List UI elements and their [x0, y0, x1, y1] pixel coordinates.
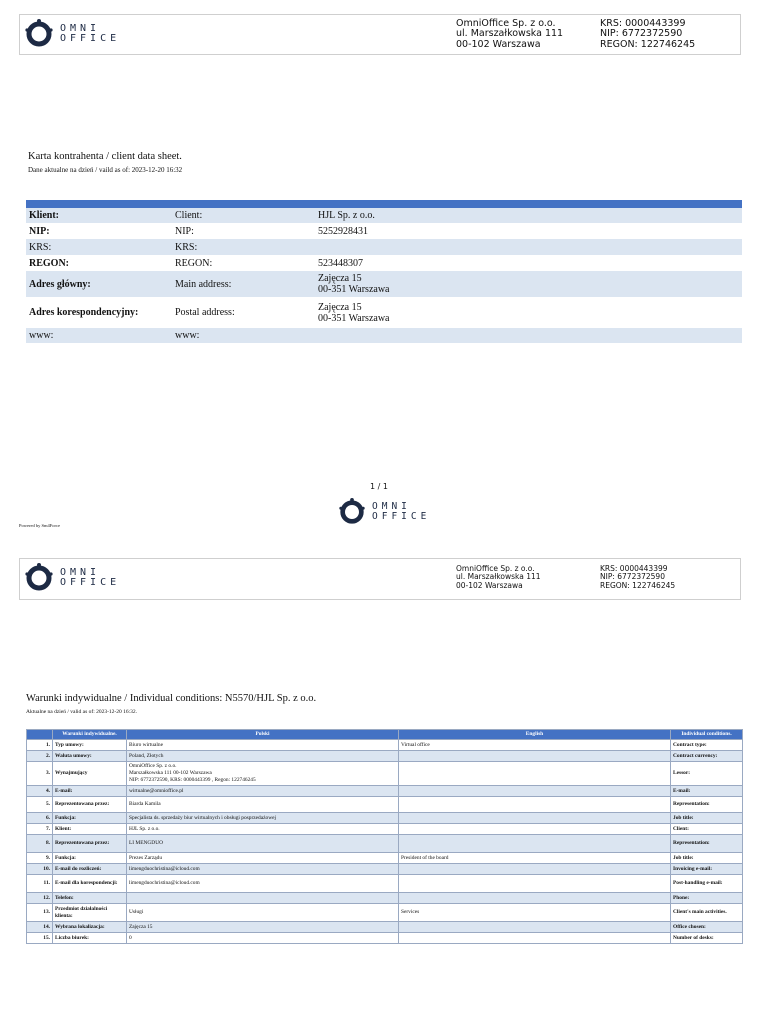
company-city: 00-102 Warszawa — [456, 580, 523, 590]
condition-value-line: wirtualne@omnioffice.pl — [129, 787, 184, 794]
company-name: OmniOffice Sp. z o.o. — [456, 564, 535, 573]
condition-value-pl — [127, 762, 399, 786]
www-label-en: www: — [172, 328, 315, 343]
condition-label-en: Number of desks: — [671, 933, 743, 944]
client-row — [26, 328, 742, 343]
condition-value-pl — [127, 875, 399, 893]
client-row — [26, 297, 742, 328]
logo-line-1: OMNI — [60, 566, 101, 578]
condition-label-pl: Typ umowy: — [53, 740, 127, 751]
condition-value-pl — [127, 786, 399, 797]
condition-row — [27, 853, 743, 864]
company-nip: NIP: 6772372590 — [600, 572, 665, 582]
condition-label-pl: Liczba biurek: — [53, 933, 127, 944]
condition-value-en — [399, 824, 671, 835]
condition-row — [27, 786, 743, 797]
condition-label-pl: E-mail: — [53, 786, 127, 797]
condition-label-pl: Wybrana lokalizacja: — [53, 922, 127, 933]
condition-number: 2. — [27, 751, 53, 762]
postal-address-label-en: Postal address: — [172, 297, 315, 328]
condition-number: 10. — [27, 864, 53, 875]
page2-subtitle: Aktualne na dzień / valid as of: 2023-12-20 16:32. — [26, 709, 138, 715]
company-regon: REGON: 122746245 — [600, 580, 676, 590]
condition-label-en: Office chosen: — [671, 922, 743, 933]
condition-number: 14. — [27, 922, 53, 933]
condition-value-pl — [127, 740, 399, 751]
condition-row — [27, 875, 743, 893]
krs-label-pl: KRS: — [26, 239, 172, 255]
krs-label-en: KRS: — [172, 239, 315, 255]
omni-office-logo — [24, 562, 120, 594]
client-row — [26, 271, 742, 297]
condition-row — [27, 893, 743, 904]
condition-row — [27, 797, 743, 813]
condition-label-pl: E-mail dla korespondencji: — [53, 875, 127, 893]
condition-label-en: E-mail: — [671, 786, 743, 797]
postal-address-city: 00-351 Warszawa — [318, 312, 390, 324]
condition-label-pl: Reprezentowana przez: — [53, 835, 127, 853]
condition-value-line: Biarda Kamila — [129, 801, 161, 808]
logo-line-2: OFFICE — [372, 511, 431, 522]
condition-label-pl: Reprezentowana przez: — [53, 797, 127, 813]
condition-label-en: Client's main activities. — [671, 904, 743, 922]
condition-label-en: Representation: — [671, 835, 743, 853]
company-name: OmniOffice Sp. z o.o. — [456, 18, 556, 29]
condition-label-en: Representation: — [671, 797, 743, 813]
company-krs: KRS: 0000443399 — [600, 18, 686, 29]
main-address-street: Zajęcza 15 — [318, 273, 362, 284]
nip-value: 5252928431 — [315, 223, 742, 239]
condition-row — [27, 864, 743, 875]
postal-address-street: Zajęcza 15 — [318, 301, 362, 313]
condition-label-pl: Wynajmujący — [53, 762, 127, 786]
condition-row — [27, 904, 743, 922]
condition-value-pl — [127, 893, 399, 904]
main-address-value — [315, 271, 742, 297]
condition-value-line: Specjalista ds. sprzedaży biur wirtualnych i obsługi posprzedażowej — [129, 814, 277, 821]
nip-label-pl: NIP: — [26, 223, 172, 239]
condition-number: 3. — [27, 762, 53, 786]
condition-number: 8. — [27, 835, 53, 853]
regon-value: 523448307 — [315, 255, 742, 271]
condition-value-en — [399, 835, 671, 853]
condition-label-en: Phone: — [671, 893, 743, 904]
client-label-pl: Klient: — [26, 208, 172, 223]
condition-value-pl — [127, 904, 399, 922]
condition-value-en — [399, 762, 671, 786]
powered-by: Powered by Sm4Force — [19, 523, 60, 528]
condition-number: 13. — [27, 904, 53, 922]
client-table-header-bar — [26, 200, 742, 208]
page-number: 1 / 1 — [370, 482, 388, 491]
condition-value-line: HJL Sp. z o.o. — [129, 825, 160, 832]
condition-label-pl: Waluta umowy: — [53, 751, 127, 762]
company-nip: NIP: 6772372590 — [600, 28, 683, 40]
condition-value-line: LI MENGDUO — [129, 840, 163, 847]
condition-value-en — [399, 751, 671, 762]
main-address-city: 00-351 Warszawa — [318, 284, 390, 295]
omni-logo-icon — [24, 562, 54, 594]
page2-header — [19, 558, 741, 600]
condition-row — [27, 835, 743, 853]
condition-value-line: Usługi — [129, 909, 144, 916]
page1-header — [19, 14, 741, 55]
condition-value-en — [399, 933, 671, 944]
company-city: 00-102 Warszawa — [456, 38, 541, 50]
condition-row — [27, 813, 743, 824]
omni-office-logo — [24, 18, 120, 50]
condition-value-en — [399, 922, 671, 933]
company-street: ul. Marszałkowska 111 — [456, 28, 564, 40]
condition-label-en: Invoicing e-mail: — [671, 864, 743, 875]
client-value: HJL Sp. z o.o. — [315, 208, 742, 223]
condition-label-en: Contract type: — [671, 740, 743, 751]
column-header: English — [399, 730, 671, 740]
condition-value-line: Marszałkowska 111 00-102 Warszawa — [129, 770, 212, 777]
condition-label-pl: E-mail do rozliczeń: — [53, 864, 127, 875]
condition-value-en — [399, 813, 671, 824]
client-row — [26, 255, 742, 271]
condition-value-line: Biuro wirtualne — [129, 741, 163, 748]
omni-logo-icon — [24, 18, 54, 50]
condition-value-line: Prezes Zarządu — [129, 854, 163, 861]
regon-label-en: REGON: — [172, 255, 315, 271]
client-row — [26, 223, 742, 239]
www-label-pl: www: — [26, 328, 172, 343]
postal-address-value — [315, 297, 742, 328]
condition-number: 7. — [27, 824, 53, 835]
condition-value-pl — [127, 835, 399, 853]
condition-number: 15. — [27, 933, 53, 944]
condition-number: 1. — [27, 740, 53, 751]
condition-row — [27, 762, 743, 786]
company-registration — [600, 19, 695, 50]
condition-label-pl: Funkcja: — [53, 813, 127, 824]
condition-row — [27, 824, 743, 835]
main-address-label-pl: Adres główny: — [26, 271, 172, 297]
logo-line-2: OFFICE — [60, 33, 121, 44]
column-header: Individual conditions. — [671, 730, 743, 740]
condition-label-en: Job title: — [671, 853, 743, 864]
condition-label-en: Post-handling e-mail: — [671, 875, 743, 893]
condition-value-pl — [127, 824, 399, 835]
condition-value-line: limengduochristina@icloud.com — [129, 880, 200, 887]
condition-value-line: OmniOffice Sp. z o.o. — [129, 763, 177, 770]
conditions-table-header — [27, 730, 743, 740]
condition-value-en: Services — [399, 904, 671, 922]
condition-row — [27, 740, 743, 751]
client-row — [26, 239, 742, 255]
www-value — [315, 328, 742, 343]
condition-value-line: NIP: 6772372590, KRS: 0000443399 , Regon: 122746245 — [129, 776, 256, 783]
condition-row — [27, 933, 743, 944]
krs-value — [315, 239, 742, 255]
condition-value-pl — [127, 751, 399, 762]
condition-label-en: Job title: — [671, 813, 743, 824]
company-street: ul. Marszałkowska 111 — [456, 572, 541, 582]
condition-value-en: President of the board — [399, 853, 671, 864]
condition-label-pl: Funkcja: — [53, 853, 127, 864]
logo-line-2: OFFICE — [60, 577, 121, 588]
company-regon: REGON: 122746245 — [600, 38, 696, 50]
main-address-label-en: Main address: — [172, 271, 315, 297]
column-header: Polski — [127, 730, 399, 740]
condition-label-pl: Telefon: — [53, 893, 127, 904]
condition-label-en: Contract currency: — [671, 751, 743, 762]
condition-value-en: Virtual office — [399, 740, 671, 751]
condition-value-line: limengduochristina@icloud.com — [129, 865, 200, 872]
condition-number: 4. — [27, 786, 53, 797]
condition-value-pl — [127, 864, 399, 875]
condition-value-line: 0 — [129, 934, 132, 941]
condition-value-pl — [127, 797, 399, 813]
company-registration — [600, 565, 675, 590]
logo-line-1: OMNI — [372, 501, 411, 513]
logo-line-1: OMNI — [60, 22, 101, 34]
individual-conditions-table — [26, 729, 743, 944]
condition-number: 9. — [27, 853, 53, 864]
condition-value-pl — [127, 853, 399, 864]
regon-label-pl: REGON: — [26, 255, 172, 271]
client-data-table — [26, 200, 742, 343]
client-row — [26, 208, 742, 223]
condition-number: 5. — [27, 797, 53, 813]
condition-value-pl — [127, 933, 399, 944]
company-address — [456, 19, 563, 50]
condition-value-en — [399, 797, 671, 813]
page1-subtitle: Dane aktualne na dzień / vaild as of: 2023-12-20 16:32 — [28, 166, 183, 174]
condition-row — [27, 922, 743, 933]
condition-number: 12. — [27, 893, 53, 904]
company-address — [456, 565, 541, 590]
nip-label-en: NIP: — [172, 223, 315, 239]
condition-value-en — [399, 893, 671, 904]
condition-value-en — [399, 875, 671, 893]
condition-value-line: Zajęcza 15 — [129, 923, 153, 930]
omni-logo-icon — [338, 497, 366, 527]
condition-label-pl: Klient: — [53, 824, 127, 835]
company-krs: KRS: 0000443399 — [600, 564, 668, 573]
condition-label-pl: Przedmiot działalności klienta: — [53, 904, 127, 922]
condition-value-pl — [127, 813, 399, 824]
client-label-en: Client: — [172, 208, 315, 223]
page1-title: Karta kontrahenta / client data sheet. — [28, 151, 182, 162]
condition-value-en — [399, 786, 671, 797]
footer-logo — [338, 497, 430, 527]
condition-value-en — [399, 864, 671, 875]
condition-label-en: Client: — [671, 824, 743, 835]
page2-title: Warunki indywidualne / Individual conditions: N5570/HJL Sp. z o.o. — [26, 693, 317, 704]
column-header: Warunki indywidualne. — [53, 730, 127, 740]
condition-value-line: Poland, Złotych — [129, 752, 164, 759]
condition-value-pl — [127, 922, 399, 933]
postal-address-label-pl: Adres korespondencyjny: — [26, 297, 172, 328]
condition-label-en: Lessor: — [671, 762, 743, 786]
condition-number: 6. — [27, 813, 53, 824]
condition-number: 11. — [27, 875, 53, 893]
condition-row — [27, 751, 743, 762]
